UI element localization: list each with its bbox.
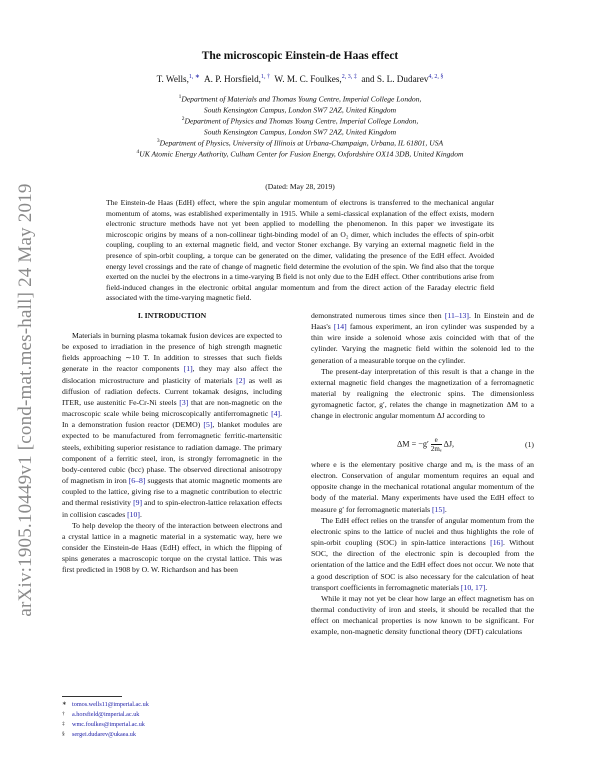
author: and S. L. Dudarev$^{4, 2, \S}$ xyxy=(361,74,444,85)
affiliation-line: $^2$Department of Physics and Thomas Young Centre, Imperial College London, xyxy=(181,116,419,126)
author: A. P. Horsfield,$^{1, \dagger}$ xyxy=(204,74,270,85)
equation-1 xyxy=(311,436,534,456)
citation-link[interactable]: [11–13] xyxy=(444,311,469,320)
affiliation-line: $^1$Department of Materials and Thomas Young Centre, Imperial College London, xyxy=(178,94,422,104)
equation-fraction: $\frac{e}{\text{2mₑ}}$ xyxy=(430,436,442,453)
email-link[interactable]: sergei.dudarev@ukaea.uk xyxy=(72,731,136,738)
paragraph xyxy=(311,310,534,366)
text-run: . In a demonstration fusion reactor (DEMO) xyxy=(62,409,282,430)
author-marks[interactable]: 1, ∗ xyxy=(188,74,200,80)
author-marks[interactable]: 4, 2, § xyxy=(428,74,444,80)
affiliation-line: South Kensington Campus, London SW7 2AZ, United Kingdom xyxy=(203,127,397,137)
citation-link[interactable]: [10, 17] xyxy=(460,582,486,592)
citation-link[interactable]: [3] xyxy=(179,397,189,407)
author-list xyxy=(0,73,600,84)
footnote: ‡ wmc.foulkes@imperial.ac.uk xyxy=(62,721,145,728)
text-run: . xyxy=(444,504,447,514)
footnote: † a.horsfield@imperial.ac.uk xyxy=(62,711,140,718)
paragraph: While it may not yet be clear how large an effect magnetism has on thermal conductivity of iron and steels, it should be recalled that the effect on mechanical properties is now known to be significant. For example, non-magnetic density functional theory (DFT) calculations xyxy=(311,593,534,637)
author: W. M. C. Foulkes,$^{2, 3, \ddagger}$ xyxy=(274,74,357,85)
citation-link[interactable]: [16] xyxy=(490,538,503,548)
citation-link[interactable]: [5] xyxy=(203,420,213,430)
text-run: . In Einstein and de Haas's xyxy=(311,311,534,332)
affiliation-line: $^4$UK Atomic Energy Authority, Culham Center for Fusion Energy, Oxfordshire OX14 3DB, United Kingdom xyxy=(136,149,464,159)
citation-link[interactable]: [2] xyxy=(236,375,246,385)
right-column xyxy=(311,310,534,422)
email-link[interactable]: wmc.foulkes@imperial.ac.uk xyxy=(72,721,145,728)
paragraph xyxy=(62,330,282,520)
paragraph: To help develop the theory of the interaction between electrons and a crystal lattice in a magnetic material in a systematic way, here we consider the Einstein-de Haas (EdH) effect, in which the flipping of spins generates a macroscopic torque on the crystal lattice. This was first predicted in 1908 by O. W. Richardson and has been xyxy=(62,520,282,575)
text-run: Materials in burning plasma tokamak fusion devices are expected to be exposed to irradiation in the presence of high strength magnetic fields approaching ∼10 T. In addition to stresses that such fields generate in the reactor components xyxy=(62,331,282,374)
paper-title: The microscopic Einstein-de Haas effect xyxy=(201,50,399,62)
text-run: as well as diffusion of radiation defects. Current tokamak designs, including ITER, use austenitic Fe-Cr-Ni steels xyxy=(62,375,283,407)
equation-body: ΔM = −g′ $\frac{e}{\text{2mₑ}}$ ΔJ, xyxy=(397,436,455,453)
author-marks[interactable]: 2, 3, ‡ xyxy=(341,74,357,80)
text-run: . Without SOC, the direction of the electronic spin is decoupled from the orientation of the lattice and the EdH effect does not occur. We note that a good description of SOC is also necessary for the calculation of heat transport coefficients in ferromagnetic materials xyxy=(311,538,534,592)
text-run: , blanket modules are expected to be manufactured from ferromagnetic ferritic-martensitic steels, exhibiting superior resistance to radiation damage. The primary component of a ferritic steel, iron, is strongly ferromagnetic in the body-centered cubic (bcc) phase. The observed directional anisotropy of magnetism in iron xyxy=(62,420,283,486)
author: T. Wells,$^{1, ∗}$ xyxy=(156,74,200,85)
email-link[interactable]: a.horsfield@imperial.ac.uk xyxy=(72,711,140,718)
author-marks[interactable]: 1, † xyxy=(260,74,270,80)
citation-link[interactable]: [10] xyxy=(127,509,140,519)
paragraph xyxy=(311,515,534,593)
text-run: . xyxy=(485,582,488,592)
text-run: demonstrated numerous times since then xyxy=(311,311,445,320)
text-run: and to spin-electron-lattice relaxation effects in collision cascades xyxy=(62,498,282,519)
text-run: suggests that atomic magnetic moments are coupled to the lattice, giving rise to a magnetic contribution to electric and thermal resistivity xyxy=(62,476,282,508)
footnote-rule xyxy=(62,696,122,697)
paragraph: The present-day interpretation of this result is that a change in the external magnetic field changes the magnetization of a ferromagnetic material by realigning the electronic spins. The dimensionless gyromagnetic factor, g′, relates the change in magnetization ΔM to a change in electronic angular momentum ΔJ according to xyxy=(311,366,534,421)
affiliation-line: $^3$Department of Physics, University of Illinois at Urbana-Champaign, Urbana, IL 61801, USA xyxy=(156,138,444,148)
citation-link[interactable]: [14] xyxy=(333,322,347,332)
text-run: famous experiment, an iron cylinder was suspended by a thin wire inside a solenoid whose axis coincided with that of the cylinder. Varying the magnetic field within the solenoid led to the generation of a measurable torque on the cylinder. xyxy=(311,322,534,365)
arxiv-stamp-text: arXiv:1905.10449v1 [cond-mat.mes-hall] 24 May 2019 xyxy=(15,183,36,617)
text-run: where e is the elementary positive charge and mₑ is the mass of an electron. Conservation of angular momentum requires an equal and opposite change in the mechanical rotational angular momentum of the body of the material. Many experiments have used the EdH effect to measure g′ for ferromagnetic materials xyxy=(311,460,534,514)
section-heading: I. INTRODUCTION xyxy=(137,311,207,320)
abstract: The Einstein-de Haas (EdH) effect, where the spin angular momentum of electrons is transferred to the mechanical angular momentum of atoms, was established experimentally in 1915. While a semi-classical explanation of the effect exists, modern electronic structure methods have not yet been applied to modelling the phenomenon. In this paper we investigate its microscopic origins by means of a non-collinear tight-binding model of an O₂ dimer, which includes the effects of spin-orbit coupling, coupling to an external magnetic field, and vector Stoner exchange. By varying an external magnetic field in the presence of spin-orbit coupling, a torque can be generated on the dimer, validating the presence of the EdH effect. Avoided energy level crossings and the rate of change of magnetic field determine the evolution of the spin. We find also that the torque exerted on the nuclei by the electrons in a time-varying B field is not only due to the EdH effect. Other contributions arise from field-induced changes in the electronic orbital angular momentum and from the direct action of the Faraday electric field associated with the time-varying magnetic field. xyxy=(106,198,494,303)
text-run: that are non-magnetic on the macroscopic scale while being microscopically antiferromagnetic xyxy=(62,397,282,419)
citation-link[interactable]: [4] xyxy=(271,409,281,419)
citation-link[interactable]: [9] xyxy=(133,498,143,508)
footnote: § sergei.dudarev@ukaea.uk xyxy=(62,731,136,738)
text-run: . xyxy=(139,509,142,519)
date-line: (Dated: May 28, 2019) xyxy=(265,182,335,191)
text-run: The EdH effect relies on the transfer of angular momentum from the electronic spins to the lattice of nuclei and thus highlights the role of spin-orbit coupling (SOC) in spin-lattice interactions xyxy=(311,515,534,548)
text-run: , they may also affect the dislocation microstructure and plasticity of materials xyxy=(62,364,282,385)
arxiv-stamp xyxy=(6,183,46,617)
left-column xyxy=(62,330,282,575)
citation-link[interactable]: [1] xyxy=(183,364,193,374)
equation-number: (1) xyxy=(525,440,534,449)
right-column-continued xyxy=(311,459,534,638)
paragraph xyxy=(311,459,534,515)
email-link[interactable]: tomos.wells11@imperial.ac.uk xyxy=(72,701,149,708)
citation-link[interactable]: [6–8] xyxy=(128,476,146,486)
citation-link[interactable]: [15] xyxy=(432,504,445,514)
footnote: ∗ tomos.wells11@imperial.ac.uk xyxy=(62,701,149,708)
affiliation-line: South Kensington Campus, London SW7 2AZ, United Kingdom xyxy=(203,105,397,115)
